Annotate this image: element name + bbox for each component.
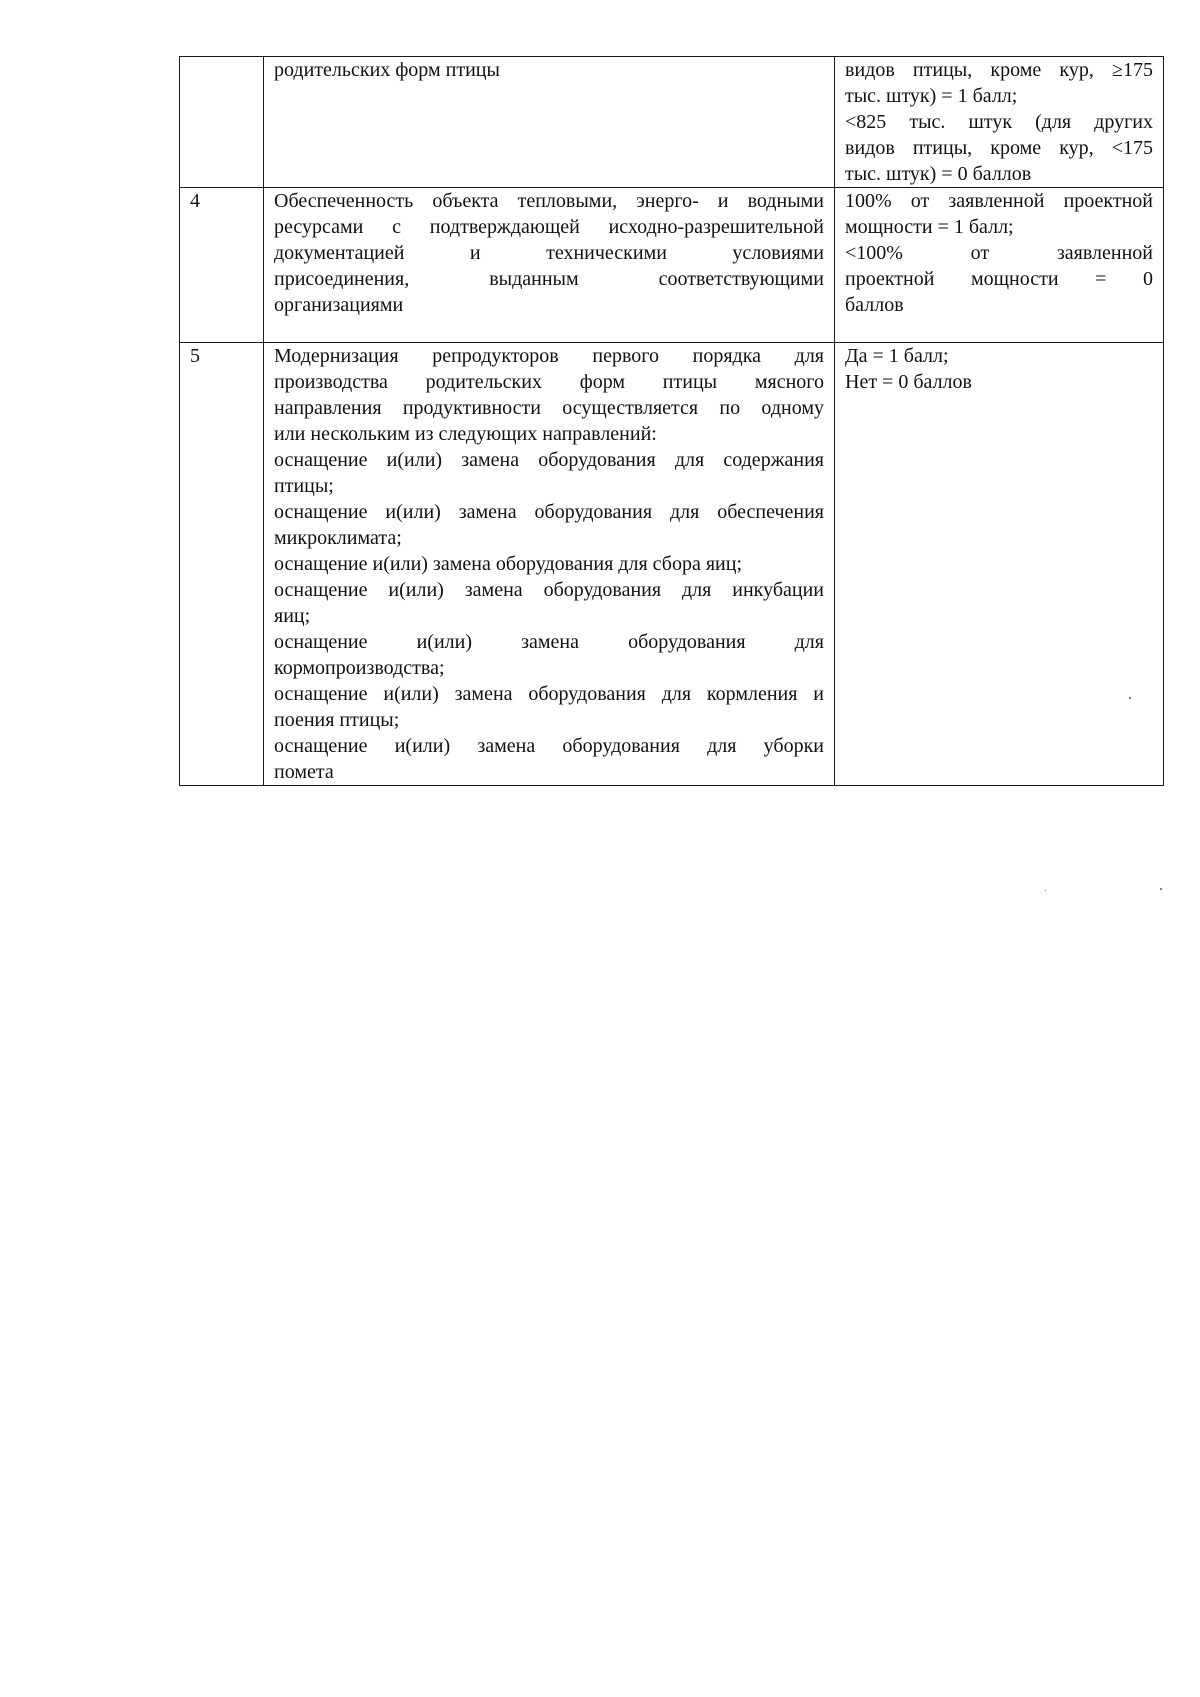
row-number-cell: 5 [180, 343, 264, 786]
cell-text-line: мощности = 1 балл; [845, 216, 1014, 238]
cell-text-line: родительских форм птицы [274, 59, 500, 81]
criterion-cell [264, 57, 835, 188]
row-number-cell [180, 57, 264, 188]
cell-text-line: оснащение и(или) замена оборудования для [274, 631, 824, 653]
score-cell [835, 188, 1164, 343]
table-row [180, 343, 1164, 786]
cell-text-line: видов птицы, кроме кур, ≥175 [845, 59, 1153, 81]
cell-text-line: Да = 1 балл; [845, 345, 949, 367]
cell-text-line: птицы; [274, 475, 334, 497]
cell-text-line: оснащение и(или) замена оборудования для содержания [274, 449, 824, 471]
cell-text-line: или нескольким из следующих направлений: [274, 423, 657, 445]
cell-text-line: Обеспеченность объекта тепловыми, энерго- и водными [274, 190, 824, 212]
criteria-table [179, 56, 1164, 786]
cell-text-line: документацией и техническими условиями [274, 242, 824, 264]
cell-text-line: тыс. штук) = 1 балл; [845, 85, 1018, 107]
cell-text-line: <825 тыс. штук (для других [845, 111, 1153, 133]
cell-text-line: оснащение и(или) замена оборудования для уборки [274, 735, 824, 757]
cell-text-line: присоединения, выданным соответствующими [274, 268, 824, 290]
cell-text-line: оснащение и(или) замена оборудования для кормления и [274, 683, 824, 705]
row-number-cell: 4 [180, 188, 264, 343]
cell-text-line: поения птицы; [274, 709, 400, 731]
cell-text-line: помета [274, 761, 334, 783]
cell-text-line: производства родительских форм птицы мясного [274, 371, 824, 393]
cell-text-line: баллов [845, 294, 904, 316]
cell-text-line: тыс. штук) = 0 баллов [845, 163, 1032, 185]
score-cell [835, 57, 1164, 188]
scan-speck [1045, 890, 1046, 891]
cell-text-line: направления продуктивности осуществляется по одному [274, 397, 824, 419]
criterion-cell [264, 343, 835, 786]
cell-text-line: организациями [274, 294, 404, 316]
cell-text-line: кормопроизводства; [274, 657, 445, 679]
cell-text-line: оснащение и(или) замена оборудования для сбора яиц; [274, 553, 742, 575]
scan-speck [1129, 697, 1131, 699]
cell-text-line: оснащение и(или) замена оборудования для инкубации [274, 579, 824, 601]
score-cell [835, 343, 1164, 786]
cell-text-line: видов птицы, кроме кур, <175 [845, 137, 1153, 159]
cell-text-line: <100% от заявленной [845, 242, 1153, 264]
cell-text-line: 100% от заявленной проектной [845, 190, 1153, 212]
cell-text-line: яиц; [274, 605, 311, 627]
cell-text-line: микроклимата; [274, 527, 402, 549]
cell-text-line: оснащение и(или) замена оборудования для обеспечения [274, 501, 824, 523]
cell-text-line: Нет = 0 баллов [845, 371, 972, 393]
criterion-cell [264, 188, 835, 343]
scan-speck [1160, 888, 1162, 890]
cell-text-line: ресурсами с подтверждающей исходно-разрешительной [274, 216, 824, 238]
cell-text-line: проектной мощности = 0 [845, 268, 1153, 290]
table-row [180, 188, 1164, 343]
cell-text-line: Модернизация репродукторов первого порядка для [274, 345, 824, 367]
table-row [180, 57, 1164, 188]
